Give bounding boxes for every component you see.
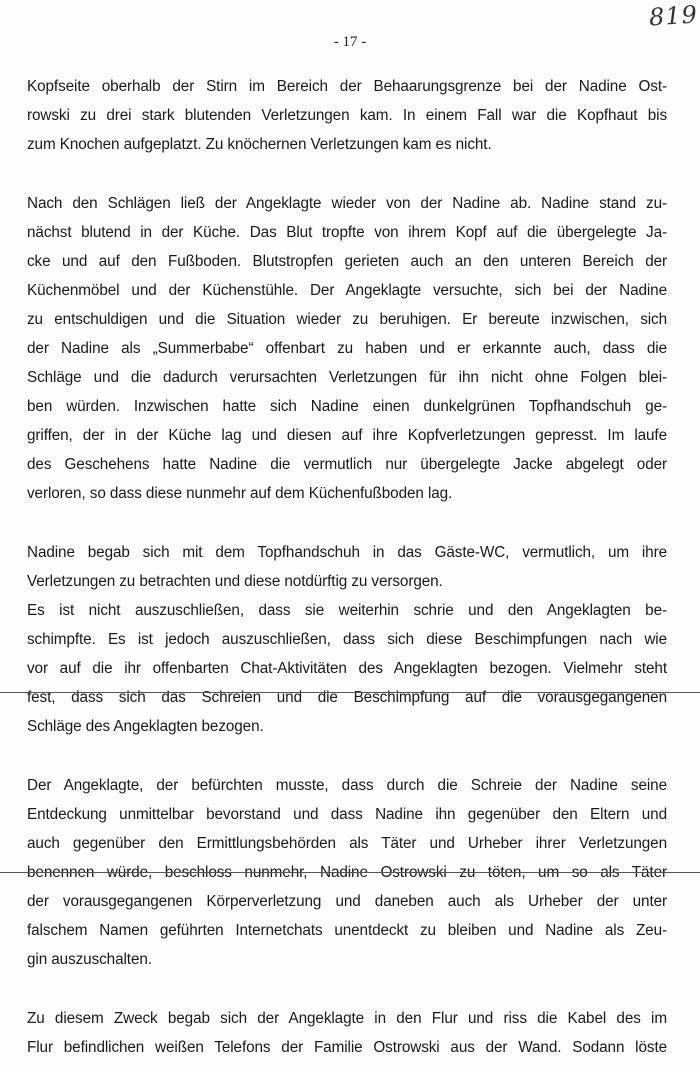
text-line: zu entschuldigen und die Situation wieder zu beruhigen. Er bereute inzwischen, sich	[27, 311, 667, 328]
paragraph	[27, 72, 667, 159]
text-line: Zu diesem Zweck begab sich der Angeklagte in den Flur und riss die Kabel des im	[27, 1010, 667, 1027]
text-line: auch gegenüber den Ermittlungsbehörden als Täter und Urheber ihrer Verletzungen	[27, 835, 667, 852]
text-line: Küchenmöbel und der Küchenstühle. Der Angeklagte versuchte, sich bei der Nadine	[27, 282, 667, 299]
text-line: der Nadine als „Summerbabe“ offenbart zu haben und er erkannte auch, dass die	[27, 340, 667, 357]
text-line: benennen würde, beschloss nunmehr, Nadine Ostrowski zu töten, um so als Täter	[27, 864, 667, 881]
text-line: schimpfte. Es ist jedoch auszuschließen, dass sich diese Beschimpfungen nach wie	[27, 631, 667, 648]
text-line: Es ist nicht auszuschließen, dass sie weiterhin schrie und den Angeklagten be-	[27, 602, 667, 619]
text-line: rowski zu drei stark blutenden Verletzungen kam. In einem Fall war die Kopfhaut bis	[27, 107, 667, 124]
text-line: gin auszuschalten.	[27, 951, 152, 968]
text-line: Entdeckung unmittelbar bevorstand und dass Nadine ihn gegenüber den Eltern und	[27, 806, 667, 823]
text-line: verloren, so dass diese nunmehr auf dem Küchenfußboden lag.	[27, 485, 453, 502]
text-line: Schläge des Angeklagten bezogen.	[27, 718, 264, 735]
text-line: der vorausgegangenen Körperverletzung und daneben auch als Urheber der unter	[27, 893, 667, 910]
paragraph	[27, 189, 667, 508]
page-number: - 17 -	[333, 34, 367, 50]
text-line: Nadine begab sich mit dem Topfhandschuh in das Gäste-WC, vermutlich, um ihre	[27, 544, 667, 561]
text-line: Der Angeklagte, der befürchten musste, dass durch die Schreie der Nadine seine	[27, 777, 667, 794]
paragraph-gap	[27, 741, 667, 771]
paragraph-gap	[27, 974, 667, 1004]
text-line: des Geschehens hatte Nadine die vermutlich nur übergelegte Jacke abgelegt oder	[27, 456, 667, 473]
text-line: fest, dass sich das Schreien und die Beschimpfung auf die vorausgegangenen	[27, 689, 667, 706]
paragraph-gap	[27, 508, 667, 538]
text-line: Verletzungen zu betrachten und diese notdürftig zu versorgen.	[27, 573, 443, 590]
text-line: ben würden. Inzwischen hatte sich Nadine einen dunkelgrünen Topfhandschuh ge-	[27, 398, 667, 415]
paragraph	[27, 538, 667, 741]
text-line: Schläge und die dadurch verursachten Verletzungen für ihn nicht ohne Folgen blei-	[27, 369, 667, 386]
paragraph	[27, 1004, 667, 1062]
body-text	[27, 72, 667, 1062]
text-line: Flur befindlichen weißen Telefons der Familie Ostrowski aus der Wand. Sodann löste	[27, 1039, 667, 1056]
text-line: Kopfseite oberhalb der Stirn im Bereich der Behaarungsgrenze bei der Nadine Ost-	[27, 78, 667, 95]
paragraph-gap	[27, 159, 667, 189]
handwritten-page-mark: 819	[648, 0, 699, 32]
text-line: vor auf die ihr offenbarten Chat-Aktivitäten des Angeklagten bezogen. Vielmehr steht	[27, 660, 667, 677]
text-line: cke und auf den Fußboden. Blutstropfen gerieten auch an den unteren Bereich der	[27, 253, 667, 270]
scan-line	[0, 692, 700, 693]
scan-line	[0, 872, 700, 873]
text-line: Nach den Schlägen ließ der Angeklagte wieder von der Nadine ab. Nadine stand zu-	[27, 195, 667, 212]
text-line: zum Knochen aufgeplatzt. Zu knöchernen Verletzungen kam es nicht.	[27, 136, 492, 153]
text-line: nächst blutend in der Küche. Das Blut tropfte von ihrem Kopf auf die übergelegte Ja-	[27, 224, 667, 241]
text-line: griffen, der in der Küche lag und diesen auf ihre Kopfverletzungen gepresst. Im laufe	[27, 427, 667, 444]
text-line: falschem Namen geführten Internetchats unentdeckt zu bleiben und Nadine als Zeu-	[27, 922, 667, 939]
